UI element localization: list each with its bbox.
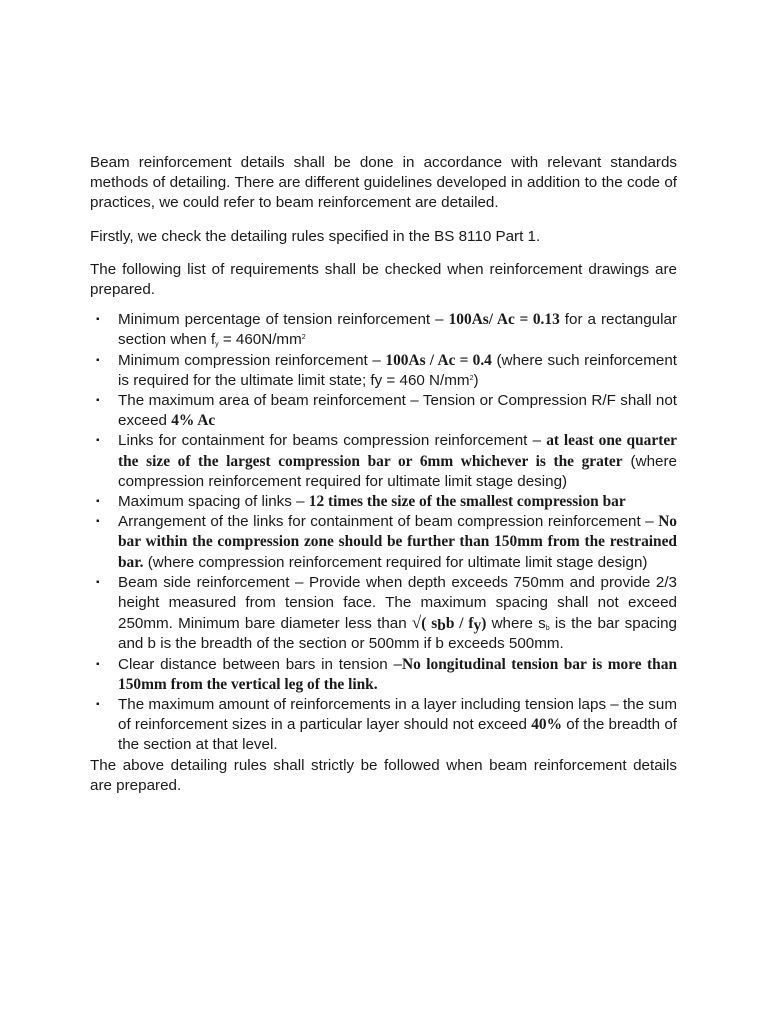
list-item-min-compression: ▪ Minimum compression reinforcement – 100As / Ac = 0.4 (where such reinforcement is required for the ultimate limit state; fy = 460 $N/mm^2$) <box>96 351 678 389</box>
bullet-icon: ▪ <box>96 658 100 670</box>
closing-paragraph: The above detailing rules shall strictly be followed when beam reinforcement details are prepared. <box>90 756 677 794</box>
bullet-icon: ▪ <box>96 496 100 508</box>
bullet-icon: ▪ <box>96 435 100 447</box>
list-item-clear-distance: ▪ Clear distance between bars in tension –No longitudinal tension bar is more than 150mm from the vertical leg of the link. <box>96 655 677 693</box>
requirements-list <box>90 310 677 755</box>
sqrt-symbol: √ <box>411 613 422 633</box>
list-item-link-arrangement: ▪ Arrangement of the links for containment of beam compression reinforcement – No bar within the compression zone should be further than 150mm from the restrained bar. (where compression reinforcement required for ultimate limit stage design) <box>96 513 677 571</box>
list-item-max-area: ▪ The maximum area of beam reinforcement – Tension or Compression R/F shall not exceed 4% Ac <box>96 392 677 430</box>
list-item-link-spacing: ▪ Maximum spacing of links – 12 times the size of the smallest compression bar <box>90 492 677 512</box>
firstly-paragraph: Firstly, we check the detailing rules specified in the BS 8110 Part 1. <box>90 227 541 245</box>
list-item-max-layer: ▪ The maximum amount of reinforcements in a layer including tension laps – the sum of reinforcement sizes in a particular layer should not exceed 40% of the breadth of the section at that level. <box>96 696 677 754</box>
intro-paragraph: Beam reinforcement details shall be done in accordance with relevant standards methods of detailing. There are different guidelines developed in addition to the code of practices, we could refer to beam reinforcement are detailed. <box>90 154 677 212</box>
list-item-side-reinforcement: ▪ Beam side reinforcement – Provide when depth exceeds 750mm and provide 2/3 height measured from tension face. The maximum spacing shall not exceed 250mm. Minimum bare diameter less than √( $s_bb / f_y$) where $s_b$ is the bar spacing and b is the breadth of the section or 500mm if b exceeds 500mm. <box>96 573 677 653</box>
bullet-icon: ▪ <box>96 314 100 326</box>
document-page <box>90 153 677 796</box>
bullet-icon: ▪ <box>96 395 100 407</box>
bullet-icon: ▪ <box>96 699 100 711</box>
bullet-icon: ▪ <box>96 516 100 528</box>
list-item-min-tension: ▪ Minimum percentage of tension reinforcement – 100As/ Ac = 0.13 for a rectangular section when $f_y = 460N/mm^2$ <box>96 311 677 349</box>
bullet-icon: ▪ <box>96 354 100 366</box>
bullet-icon: ▪ <box>96 576 100 588</box>
requirements-intro-paragraph: The following list of requirements shall be checked when reinforcement drawings are prepared. <box>90 260 677 299</box>
list-item-links-containment: ▪ Links for containment for beams compression reinforcement – at least one quarter the size of the largest compression bar or 6mm whichever is the grater (where compression reinforcement required for ultimate limit stage desing) <box>96 432 677 490</box>
